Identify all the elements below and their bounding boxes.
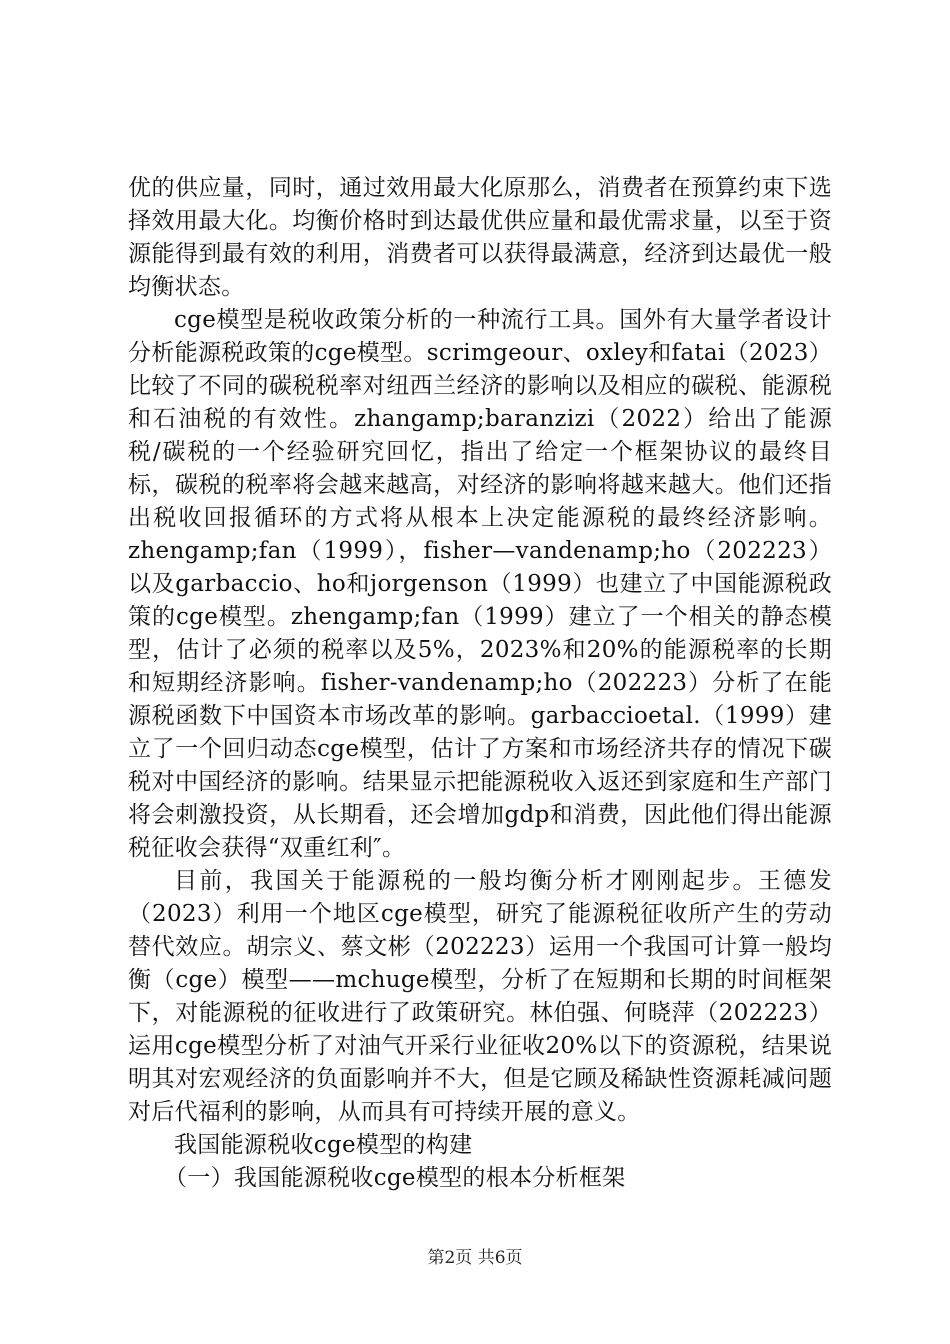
paragraph-domestic-studies: 目前，我国关于能源税的一般均衡分析才刚刚起步。王德发（2023）利用一个地区cge模型，研究了能源税征收所产生的劳动替代效应。胡宗义、蔡文彬（202223）运用一个我国可计算一般均衡（cge）模型——mchuge模型，分析了在短期和长期的时间框架下，对能源税的征收进行了政策研究。林伯强、何晓萍（202223）运用cge模型分析了对油气开采行业征收20%以下的资源税，结果说明其对宏观经济的负面影响并不大，但是它顾及稀缺性资源耗减问题对后代福利的影响，从而具有可持续开展的意义。: [128, 868, 832, 1125]
paragraph-continuation: 优的供应量，同时，通过效用最大化原那么，消费者在预算约束下选择效用最大化。均衡价格时到达最优供应量和最优需求量，以至于资源能得到最有效的利用，消费者可以获得最满意，经济到达最优一般均衡状态。: [128, 175, 832, 300]
page-footer: 第2页 共6页: [427, 1248, 523, 1268]
subsection-heading: （一）我国能源税收cge模型的根本分析框架: [164, 1165, 626, 1191]
paragraph-foreign-studies: cge模型是税收政策分析的一种流行工具。国外有大量学者设计分析能源税政策的cge模型。scrimgeour、oxley和fatai（2023）比较了不同的碳税税率对纽西兰经济的影响以及相应的碳税、能源税和石油税的有效性。zhangamp;baranzizi（2022）给出了能源税/碳税的一个经验研究回忆，指出了给定一个框架协议的最终目标，碳税的税率将会越来越高，对经济的影响将越来越大。他们还指出税收回报循环的方式将从根本上决定能源税的最终经济影响。zhengamp;fan（1999），fisher—vandenamp;ho（202223）以及garbaccio、ho和jorgenson（1999）也建立了中国能源税政策的cge模型。zhengamp;fan（1999）建立了一个相关的静态模型，估计了必须的税率以及5%，2023%和20%的能源税率的长期和短期经济影响。fisher-vandenamp;ho（202223）分析了在能源税函数下中国资本市场改革的影响。garbaccioetal.（1999）建立了一个回归动态cge模型，估计了方案和市场经济共存的情况下碳税对中国经济的影响。结果显示把能源税收入返还到家庭和生产部门将会刺激投资，从长期看，还会增加gdp和消费，因此他们得出能源税征收会获得“双重红利″。: [128, 307, 832, 861]
section-heading: 我国能源税收cge模型的构建: [174, 1132, 473, 1158]
document-body: [128, 172, 832, 1195]
